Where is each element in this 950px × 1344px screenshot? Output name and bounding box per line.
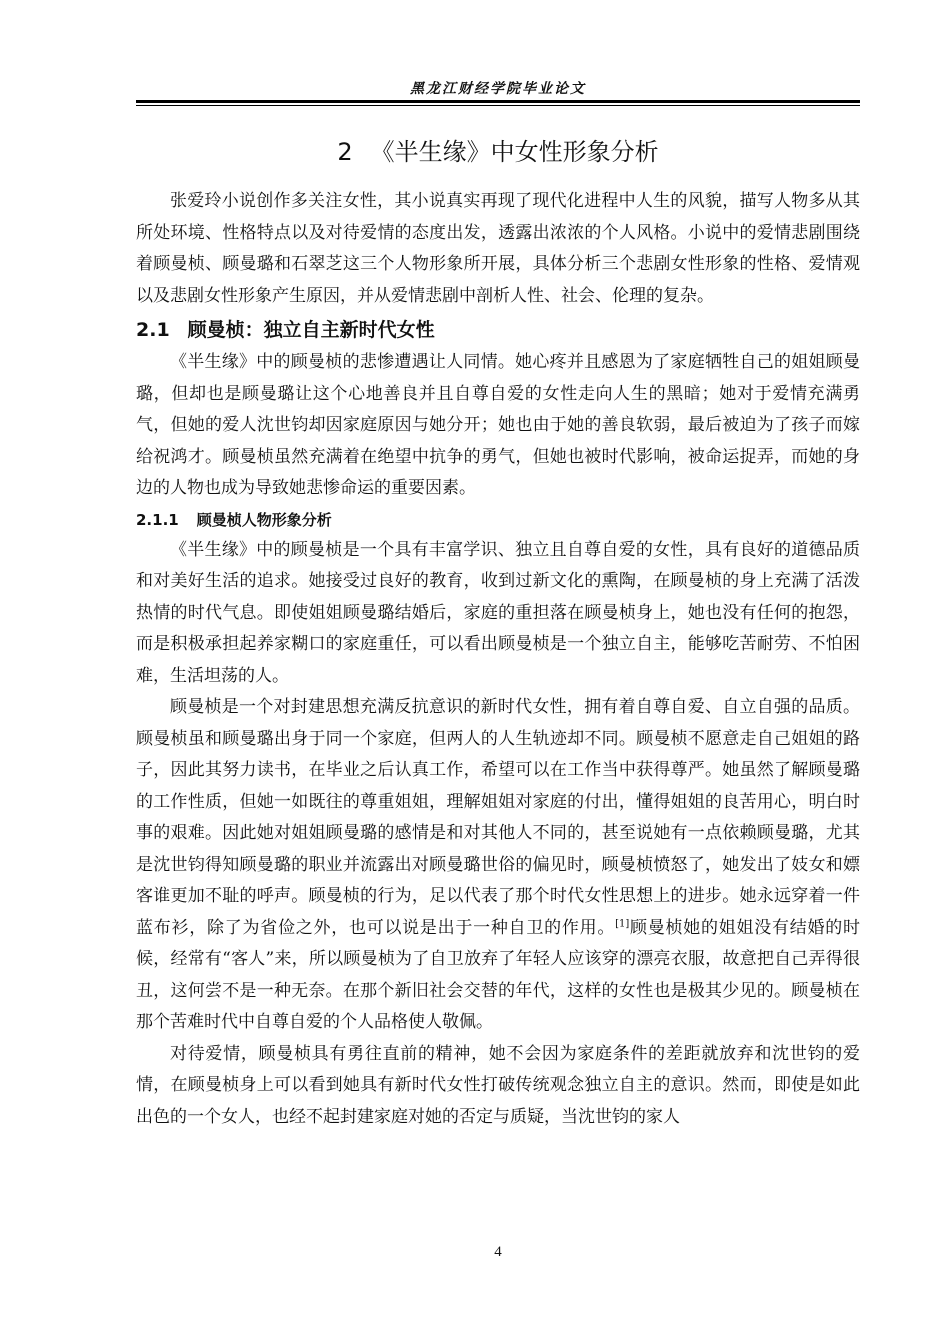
section-2-1-heading [136, 313, 860, 347]
header-title: 黑龙江财经学院毕业论文 [410, 81, 586, 97]
section-2-1-1-heading [136, 505, 860, 535]
section-2-1-1-number: 2.1.1 [136, 510, 179, 529]
page-number: 4 [494, 1244, 502, 1260]
header-rule-thick [136, 100, 860, 103]
citation-reference[interactable]: [1] [615, 917, 630, 929]
section-2-1-title: 顾曼桢：独立自主新时代女性 [187, 319, 435, 341]
page-header [136, 78, 860, 102]
section-2-1-1-paragraph-2 [136, 692, 860, 1039]
paragraph-2-text-before-ref: 顾曼桢是一个对封建思想充满反抗意识的新时代女性，拥有着自尊自爱、自立自强的品质。顾曼桢虽和顾曼璐出身于同一个家庭，但两人的人生轨迹却不同。顾曼桢不愿意走自己姐姐的路子，因此其努力读书，在毕业之后认真工作，希望可以在工作当中获得尊严。她虽然了解顾曼璐的工作性质，但她一如既往的尊重姐姐，理解姐姐对家庭的付出，懂得姐姐的良苦用心，明白时事的艰难。因此她对姐姐顾曼璐的感情是和对其他人不同的，甚至说她有一点依赖顾曼璐，尤其是沈世钧得知顾曼璐的职业并流露出对顾曼璐世俗的偏见时，顾曼桢愤怒了，她发出了妓女和嫖客谁更加不耻的呼声。顾曼桢的行为，足以代表了那个时代女性思想上的进步。她永远穿着一件蓝布衫，除了为省俭之外，也可以说是出于一种自卫的作用。 [136, 697, 860, 938]
section-2-1-1-title: 顾曼桢人物形象分析 [196, 510, 332, 529]
chapter-title-text: 《半生缘》中女性形象分析 [370, 138, 659, 166]
intro-paragraph: 张爱玲小说创作多关注女性，其小说真实再现了现代化进程中人生的风貌，描写人物多从其所处环境、性格特点以及对待爱情的态度出发，透露出浓浓的个人风格。小说中的爱情悲剧围绕着顾曼桢、顾曼璐和石翠芝这三个人物形象所开展，具体分析三个悲剧女性形象的性格、爱情观以及悲剧女性形象产生原因，并从爱情悲剧中剖析人性、社会、伦理的复杂。 [136, 191, 860, 306]
section-2-1-1-paragraph-1: 《半生缘》中的顾曼桢是一个具有丰富学识、独立且自尊自爱的女性，具有良好的道德品质和对美好生活的追求。她接受过良好的教育，收到过新文化的熏陶，在顾曼桢的身上充满了活泼热情的时代气息。即使姐姐顾曼璐结婚后，家庭的重担落在顾曼桢身上，她也没有任何的抱怨，而是积极承担起养家糊口的家庭重任，可以看出顾曼桢是一个独立自主，能够吃苦耐劳、不怕困难，生活坦荡的人。 [136, 539, 860, 686]
header-rule-thin [136, 105, 860, 106]
section-2-1-paragraph: 《半生缘》中的顾曼桢的悲惨遭遇让人同情。她心疼并且感恩为了家庭牺牲自己的姐姐顾曼璐，但却也是顾曼璐让这个心地善良并且自尊自爱的女性走向人生的黑暗；她对于爱情充满勇气，但她的爱人沈世钧却因家庭原因与她分开；她也由于她的善良软弱，最后被迫为了孩子而嫁给祝鸿才。顾曼桢虽然充满着在绝望中抗争的勇气，但她也被时代影响，被命运捉弄，而她的身边的人物也成为导致她悲惨命运的重要因素。 [136, 352, 860, 498]
chapter-title [136, 136, 860, 168]
section-2-1-number: 2.1 [136, 319, 170, 341]
section-2-1-1-paragraph-3: 对待爱情，顾曼桢具有勇往直前的精神，她不会因为家庭条件的差距就放弃和沈世钧的爱情，在顾曼桢身上可以看到她具有新时代女性打破传统观念独立自主的意识。然而，即使是如此出色的一个女人，也经不起封建家庭对她的否定与质疑，当沈世钧的家人 [136, 1043, 860, 1127]
paragraph-2-text-after-ref: 顾曼桢她的姐姐没有结婚的时候，经常有“客人”来，所以顾曼桢为了自卫放弃了年轻人应该穿的漂亮衣服，故意把自己弄得很丑，这何尝不是一种无奈。在那个新旧社会交替的年代，这样的女性也是极其少见的。顾曼桢在那个苦难时代中自尊自爱的个人品格使人敬佩。 [136, 917, 861, 1032]
chapter-number: 2 [337, 138, 353, 166]
main-content [136, 186, 860, 1133]
